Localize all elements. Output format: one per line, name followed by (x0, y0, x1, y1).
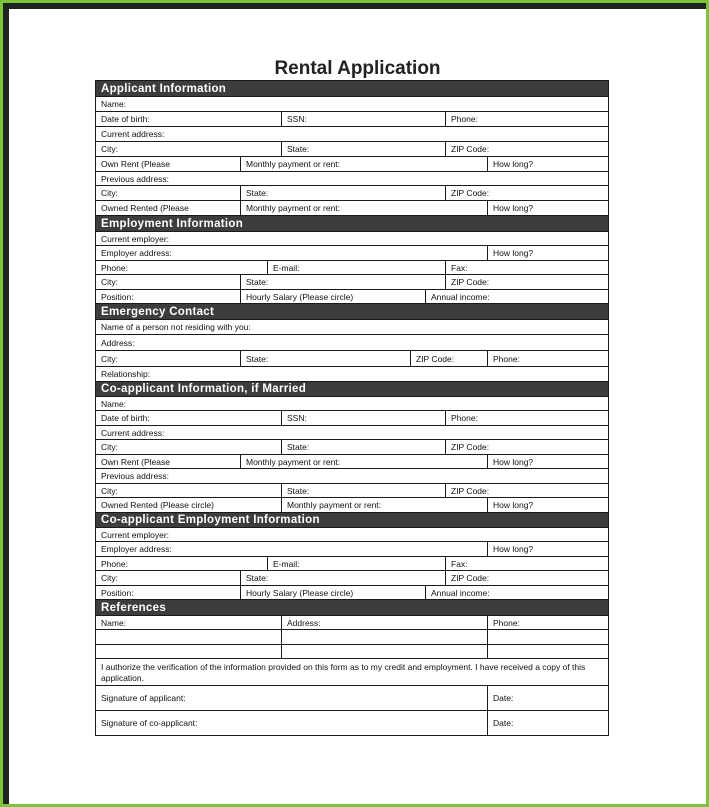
reference-address-header: Address: (281, 616, 487, 629)
emergency-city-field[interactable]: City: (101, 353, 118, 364)
coapplicant-dob-field[interactable]: Date of birth: (101, 413, 150, 423)
coapplicant-state-field[interactable]: State: (281, 440, 445, 454)
applicant-phone-field[interactable]: Phone: (445, 112, 608, 126)
coapplicant-name-field[interactable]: Name: (101, 398, 127, 409)
co-employment-how-long-field[interactable]: How long? (487, 542, 608, 556)
employment-hourly-salary-field[interactable]: Hourly Salary (Please circle) (240, 290, 425, 303)
reference-2-name-field[interactable] (96, 645, 281, 658)
employment-annual-income-field[interactable]: Annual income: (425, 290, 608, 303)
page-title: Rental Application (274, 58, 441, 79)
section-header-applicant: Applicant Information (96, 81, 608, 97)
emergency-name-field[interactable]: Name of a person not residing with you: (101, 322, 251, 332)
rental-application-form (95, 80, 609, 736)
applicant-state-field[interactable]: State: (281, 142, 445, 156)
reference-name-header: Name: (101, 617, 127, 628)
applicant-dob-field[interactable]: Date of birth: (101, 114, 150, 124)
section-header-employment: Employment Information (96, 216, 608, 232)
applicant-prev-city-field[interactable]: City: (101, 188, 118, 198)
coapplicant-current-address-field[interactable]: Current address: (101, 427, 165, 438)
coapplicant-ssn-field[interactable]: SSN: (281, 411, 445, 425)
coapplicant-own-rent-field[interactable]: Own Rent (Please (101, 456, 170, 467)
date-coapplicant-field[interactable]: Date: (487, 711, 608, 735)
authorization-statement: I authorize the verification of the information provided on this form as to my credit and employment. I have received a copy of this application. (101, 662, 586, 683)
reference-2-address-field[interactable] (281, 645, 487, 658)
signature-applicant-field[interactable]: Signature of applicant: (101, 693, 186, 703)
coapplicant-monthly-payment-field[interactable]: Monthly payment or rent: (240, 455, 487, 468)
co-employment-zip-field[interactable]: ZIP Code: (445, 571, 608, 585)
coapplicant-prev-monthly-field[interactable]: Monthly payment or rent: (281, 498, 487, 512)
coapplicant-how-long-field[interactable]: How long? (487, 455, 608, 468)
applicant-prev-state-field[interactable]: State: (240, 186, 445, 200)
emergency-address-field[interactable]: Address: (101, 337, 135, 348)
coapplicant-prev-how-long-field[interactable]: How long? (487, 498, 608, 512)
coapplicant-phone-field[interactable]: Phone: (445, 411, 608, 425)
coapplicant-previous-address-field[interactable]: Previous address: (101, 471, 170, 481)
reference-1-address-field[interactable] (281, 630, 487, 644)
co-employment-hourly-salary-field[interactable]: Hourly Salary (Please circle) (240, 586, 425, 599)
applicant-prev-zip-field[interactable]: ZIP Code: (445, 186, 608, 200)
employment-phone-field[interactable]: Phone: (101, 262, 128, 273)
co-employment-annual-income-field[interactable]: Annual income: (425, 586, 608, 599)
applicant-city-field[interactable]: City: (101, 144, 118, 154)
employment-position-field[interactable]: Position: (101, 291, 134, 302)
reference-1-phone-field[interactable] (487, 630, 608, 644)
applicant-previous-address-field[interactable]: Previous address: (101, 173, 170, 184)
coapplicant-prev-zip-field[interactable]: ZIP Code: (445, 484, 608, 497)
emergency-phone-field[interactable]: Phone: (487, 351, 608, 366)
section-header-coapplicant: Co-applicant Information, if Married (96, 382, 608, 397)
co-employment-position-field[interactable]: Position: (101, 587, 134, 598)
reference-phone-header: Phone: (487, 616, 608, 629)
emergency-relationship-field[interactable]: Relationship: (101, 369, 151, 379)
date-applicant-field[interactable]: Date: (487, 686, 608, 710)
employment-current-employer-field[interactable]: Current employer: (101, 233, 170, 244)
signature-coapplicant-field[interactable]: Signature of co-applicant: (101, 718, 198, 728)
applicant-owned-rented-field[interactable]: Owned Rented (Please (101, 203, 189, 213)
coapplicant-prev-state-field[interactable]: State: (281, 484, 445, 497)
emergency-zip-field[interactable]: ZIP Code: (410, 351, 487, 366)
document-page (9, 9, 706, 804)
reference-1-name-field[interactable] (96, 630, 281, 644)
section-header-co-employment: Co-applicant Employment Information (96, 513, 608, 528)
emergency-state-field[interactable]: State: (240, 351, 410, 366)
co-employment-employer-address-field[interactable]: Employer address: (101, 544, 172, 554)
applicant-prev-monthly-field[interactable]: Monthly payment or rent: (240, 201, 487, 215)
applicant-own-rent-field[interactable]: Own Rent (Please (101, 159, 170, 169)
co-employment-city-field[interactable]: City: (101, 573, 118, 583)
coapplicant-owned-rented-field[interactable]: Owned Rented (Please circle) (101, 500, 214, 510)
employment-how-long-field[interactable]: How long? (487, 246, 608, 260)
employment-fax-field[interactable]: Fax: (445, 261, 608, 274)
coapplicant-zip-field[interactable]: ZIP Code: (445, 440, 608, 454)
co-employment-fax-field[interactable]: Fax: (445, 557, 608, 570)
applicant-prev-how-long-field[interactable]: How long? (487, 201, 608, 215)
employment-email-field[interactable]: E-mail: (267, 261, 445, 274)
applicant-how-long-field[interactable]: How long? (487, 157, 608, 171)
employment-city-field[interactable]: City: (101, 277, 118, 287)
applicant-monthly-payment-field[interactable]: Monthly payment or rent: (240, 157, 487, 171)
co-employment-state-field[interactable]: State: (240, 571, 445, 585)
co-employment-current-employer-field[interactable]: Current employer: (101, 529, 170, 540)
applicant-zip-field[interactable]: ZIP Code: (445, 142, 608, 156)
applicant-ssn-field[interactable]: SSN: (281, 112, 445, 126)
section-header-emergency: Emergency Contact (96, 304, 608, 320)
employment-state-field[interactable]: State: (240, 275, 445, 289)
applicant-name-field[interactable]: Name: (101, 99, 127, 109)
coapplicant-city-field[interactable]: City: (101, 442, 118, 452)
section-header-references: References (96, 600, 608, 616)
co-employment-email-field[interactable]: E-mail: (267, 557, 445, 570)
reference-2-phone-field[interactable] (487, 645, 608, 658)
applicant-current-address-field[interactable]: Current address: (101, 129, 165, 139)
co-employment-phone-field[interactable]: Phone: (101, 558, 128, 569)
employment-zip-field[interactable]: ZIP Code: (445, 275, 608, 289)
coapplicant-prev-city-field[interactable]: City: (101, 485, 118, 496)
employment-employer-address-field[interactable]: Employer address: (101, 248, 172, 258)
